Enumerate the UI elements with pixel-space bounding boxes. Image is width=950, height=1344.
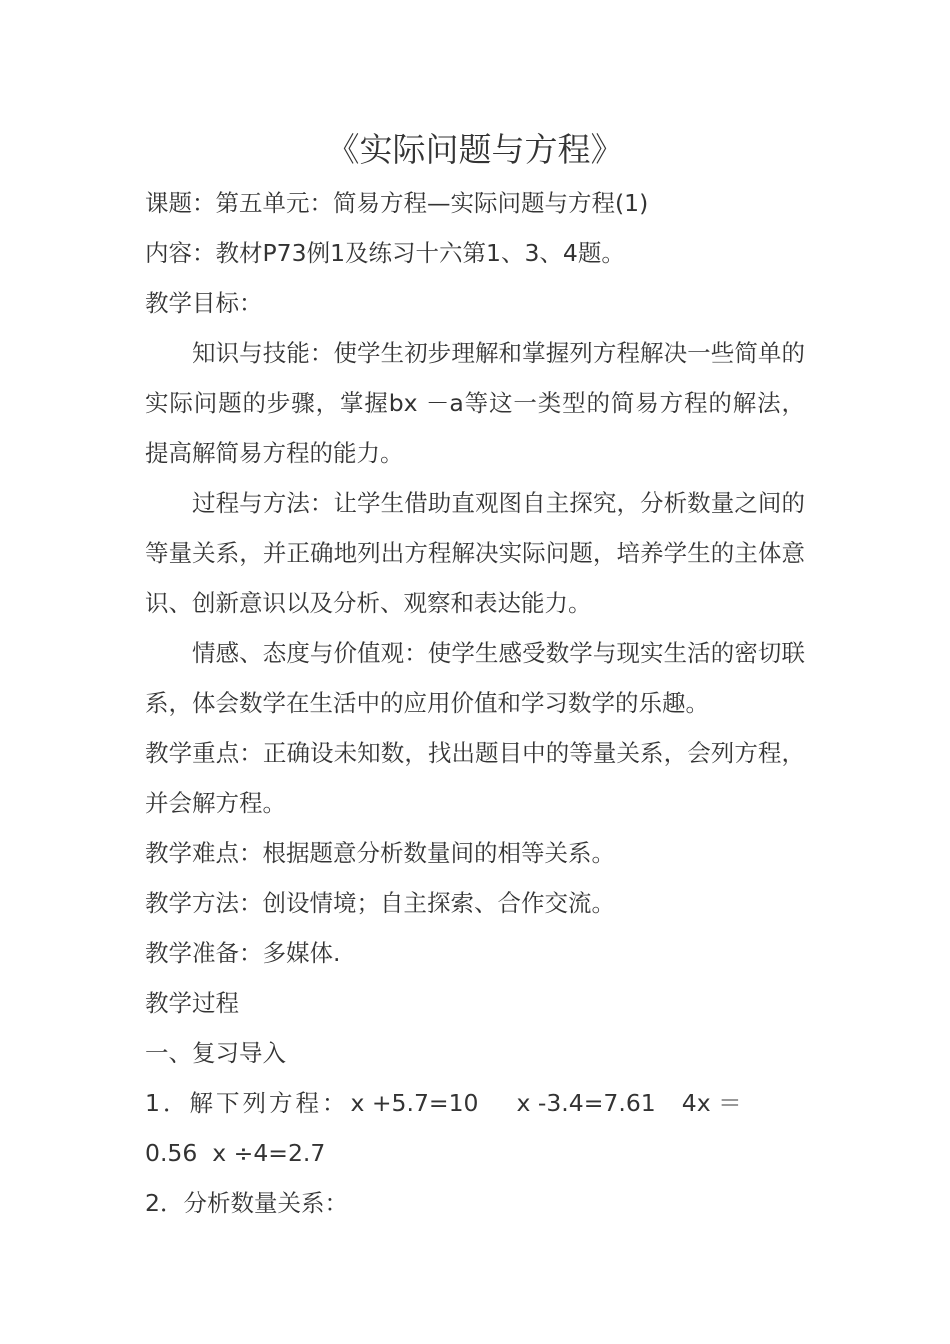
preparation-line: 教学准备：多媒体. <box>145 939 341 967</box>
item2-line: 2．分析数量关系： <box>145 1189 348 1217</box>
topic-line: 课题：第五单元：简易方程—实际问题与方程(1) <box>145 189 649 217</box>
item1-prefix: 1．解下列方程： <box>145 1089 349 1117</box>
goal-knowledge-paragraph: 知识与技能：使学生初步理解和掌握列方程解决一些简单的实际问题的步骤，掌握bx －a等这一类型的简易方程的解法，提高解简易方程的能力。 <box>145 339 805 467</box>
difficulties-line: 教学难点：根据题意分析数量间的相等关系。 <box>145 839 615 867</box>
document-page <box>145 128 805 1228</box>
goal-emotion-paragraph: 情感、态度与价值观：使学生感受数学与现实生活的密切联系，体会数学在生活中的应用价值和学习数学的乐趣。 <box>145 639 805 717</box>
content-line: 内容：教材P73例1及练习十六第1、3、4题。 <box>145 239 625 267</box>
item1-eq3: 4x ＝ <box>681 1089 742 1117</box>
process-label: 教学过程 <box>145 989 239 1017</box>
document-title: 《实际问题与方程》 <box>326 130 624 169</box>
key-points-paragraph: 教学重点：正确设未知数，找出题目中的等量关系，会列方程，并会解方程。 <box>145 739 805 817</box>
section-review-heading: 一、复习导入 <box>145 1039 286 1067</box>
goal-process-paragraph: 过程与方法：让学生借助直观图自主探究，分析数量之间的等量关系，并正确地列出方程解决实际问题，培养学生的主体意识、创新意识以及分析、观察和表达能力。 <box>145 489 805 617</box>
item1-equations-line <box>145 1078 805 1128</box>
item1-equations-line2: 0.56 x ÷4=2.7 <box>145 1139 326 1167</box>
item1-eq1: x +5.7=10 <box>350 1089 479 1117</box>
methods-line: 教学方法：创设情境；自主探索、合作交流。 <box>145 889 615 917</box>
item1-eq2: x -3.4=7.61 <box>516 1089 656 1117</box>
goals-label: 教学目标： <box>145 289 263 317</box>
